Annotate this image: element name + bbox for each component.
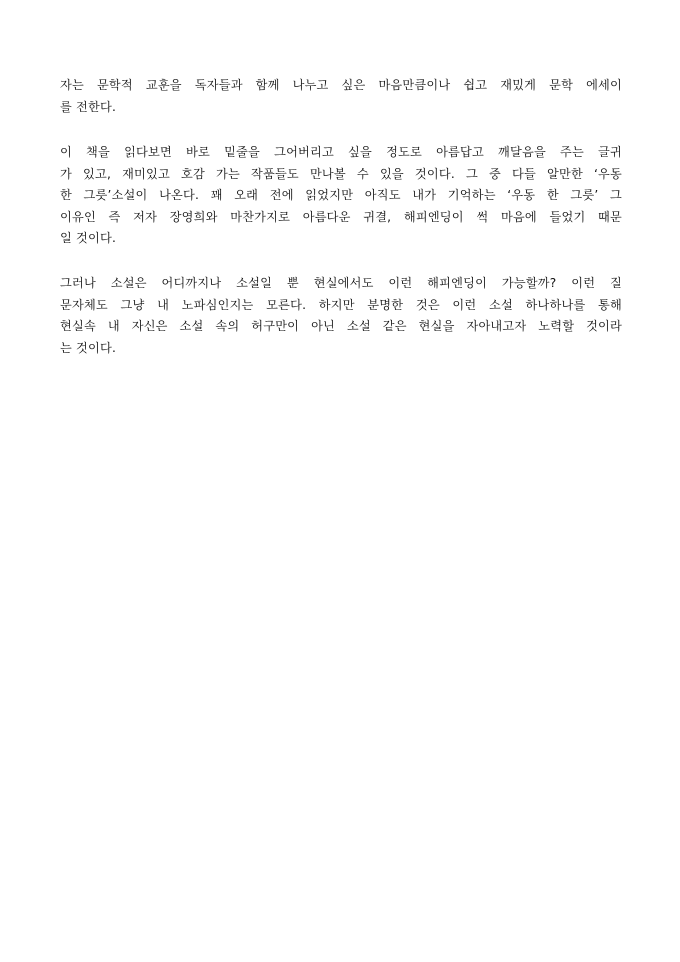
text-line: 를 전한다. xyxy=(60,99,117,114)
paragraph-2 xyxy=(60,142,622,250)
text-line: 이유인 즉 저자 장영희와 마찬가지로 아름다운 귀결, 해피엔딩이 썩 마음에 들었기 때문 xyxy=(60,209,622,224)
text-line: 현실속 내 자신은 소설 속의 허구만이 아닌 소설 같은 현실을 자아내고자 노력할 것이라 xyxy=(60,319,622,334)
text-line: 그러나 소설은 어디까지나 소설일 뿐 현실에서도 이런 해피엔딩이 가능할까? 이런 질 xyxy=(60,276,622,290)
text-line: 문자체도 그냥 내 노파심인지는 모른다. 하지만 분명한 것은 이런 소설 하나하나를 통해 xyxy=(60,297,622,312)
text-line: 한 그릇’소설이 나온다. 꽤 오래 전에 읽었지만 아직도 내가 기억하는 ‘우동 한 그릇’ 그 xyxy=(60,188,622,203)
paragraph-3 xyxy=(60,273,622,359)
text-line: 일 것이다. xyxy=(60,231,117,246)
text-line: 는 것이다. xyxy=(60,340,117,355)
text-line: 가 있고, 재미있고 호감 가는 작품들도 만나볼 수 있을 것이다. 그 중 다들 알만한 ‘우동 xyxy=(60,166,622,181)
paragraph-1 xyxy=(60,75,622,118)
text-line: 자는 문학적 교훈을 독자들과 함께 나누고 싶은 마음만큼이나 쉽고 재밌게 문학 에세이 xyxy=(60,78,622,92)
text-line: 이 책을 읽다보면 바로 밑줄을 그어버리고 싶을 정도로 아름답고 깨달음을 주는 글귀 xyxy=(60,145,622,159)
